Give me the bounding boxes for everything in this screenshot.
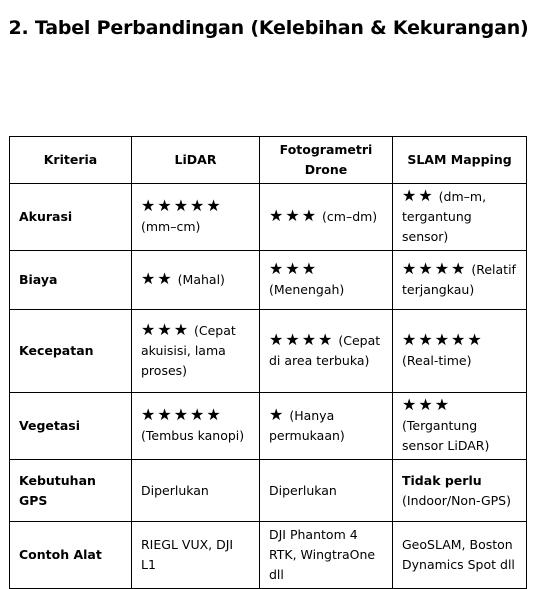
column-header-fotogrametri: Fotogrametri Drone xyxy=(260,137,393,184)
star-rating: ★★★★★ xyxy=(141,405,223,424)
cell-lidar xyxy=(132,393,260,460)
cell-lidar xyxy=(132,310,260,393)
star-rating: ★★★ xyxy=(402,395,452,414)
cell-fotogrametri xyxy=(260,310,393,393)
cell-note: (Cepat akuisisi, lama proses) xyxy=(141,323,236,378)
star-rating: ★ xyxy=(269,405,286,424)
cell-lidar: Diperlukan xyxy=(132,460,260,522)
page-title: 2. Tabel Perbandingan (Kelebihan & Kekurangan) xyxy=(8,17,529,39)
table-row xyxy=(10,522,527,589)
cell-lidar: RIEGL VUX, DJI L1 xyxy=(132,522,260,589)
cell-note: (mm–cm) xyxy=(141,219,201,234)
row-criterion: Akurasi xyxy=(10,184,132,251)
star-rating: ★★★ xyxy=(141,320,191,339)
cell-note: (Indoor/Non-GPS) xyxy=(402,492,511,508)
star-rating: ★★★★★ xyxy=(402,330,484,349)
cell-fotogrametri xyxy=(260,251,393,310)
star-rating: ★★★ xyxy=(269,259,319,278)
cell-slam xyxy=(393,393,527,460)
cell-note: (Mahal) xyxy=(177,272,225,287)
cell-fotogrametri: Diperlukan xyxy=(260,460,393,522)
table-row xyxy=(10,251,527,310)
row-criterion: Vegetasi xyxy=(10,393,132,460)
cell-emphasis: Tidak perlu xyxy=(402,472,482,488)
table-row xyxy=(10,460,527,522)
cell-slam xyxy=(393,184,527,251)
cell-note: (Menengah) xyxy=(269,282,345,297)
row-criterion: Contoh Alat xyxy=(10,522,132,589)
cell-fotogrametri: DJI Phantom 4 RTK, WingtraOne dll xyxy=(260,522,393,589)
star-rating: ★★★★ xyxy=(402,259,468,278)
comparison-table xyxy=(9,136,527,589)
star-rating: ★★★★★ xyxy=(141,196,223,215)
cell-lidar xyxy=(132,184,260,251)
cell-note: (Cepat di area terbuka) xyxy=(269,333,381,368)
cell-slam: GeoSLAM, Boston Dynamics Spot dll xyxy=(393,522,527,589)
cell-slam xyxy=(393,251,527,310)
cell-note: (Tergantung sensor LiDAR) xyxy=(402,418,490,453)
table-row xyxy=(10,310,527,393)
star-rating: ★★★ xyxy=(269,206,319,225)
table-row xyxy=(10,184,527,251)
row-criterion: Biaya xyxy=(10,251,132,310)
cell-fotogrametri xyxy=(260,393,393,460)
row-criterion: Kebutuhan GPS xyxy=(10,460,132,522)
star-rating: ★★★★ xyxy=(269,330,335,349)
column-header-lidar: LiDAR xyxy=(132,137,260,184)
cell-note: (dm–m, tergantung sensor) xyxy=(402,189,487,244)
cell-fotogrametri xyxy=(260,184,393,251)
cell-note: (Tembus kanopi) xyxy=(141,428,245,443)
cell-note: (Hanya permukaan) xyxy=(269,408,345,443)
cell-slam xyxy=(393,310,527,393)
cell-note: (Relatif terjangkau) xyxy=(402,262,516,297)
cell-note: (cm–dm) xyxy=(322,209,378,224)
star-rating: ★★ xyxy=(402,186,435,205)
table-row xyxy=(10,393,527,460)
column-header-kriteria: Kriteria xyxy=(10,137,132,184)
star-rating: ★★ xyxy=(141,269,174,288)
cell-note: (Real-time) xyxy=(402,353,472,368)
table-header-row xyxy=(10,137,527,184)
cell-lidar xyxy=(132,251,260,310)
column-header-slam: SLAM Mapping xyxy=(393,137,527,184)
cell-slam xyxy=(393,460,527,522)
row-criterion: Kecepatan xyxy=(10,310,132,393)
